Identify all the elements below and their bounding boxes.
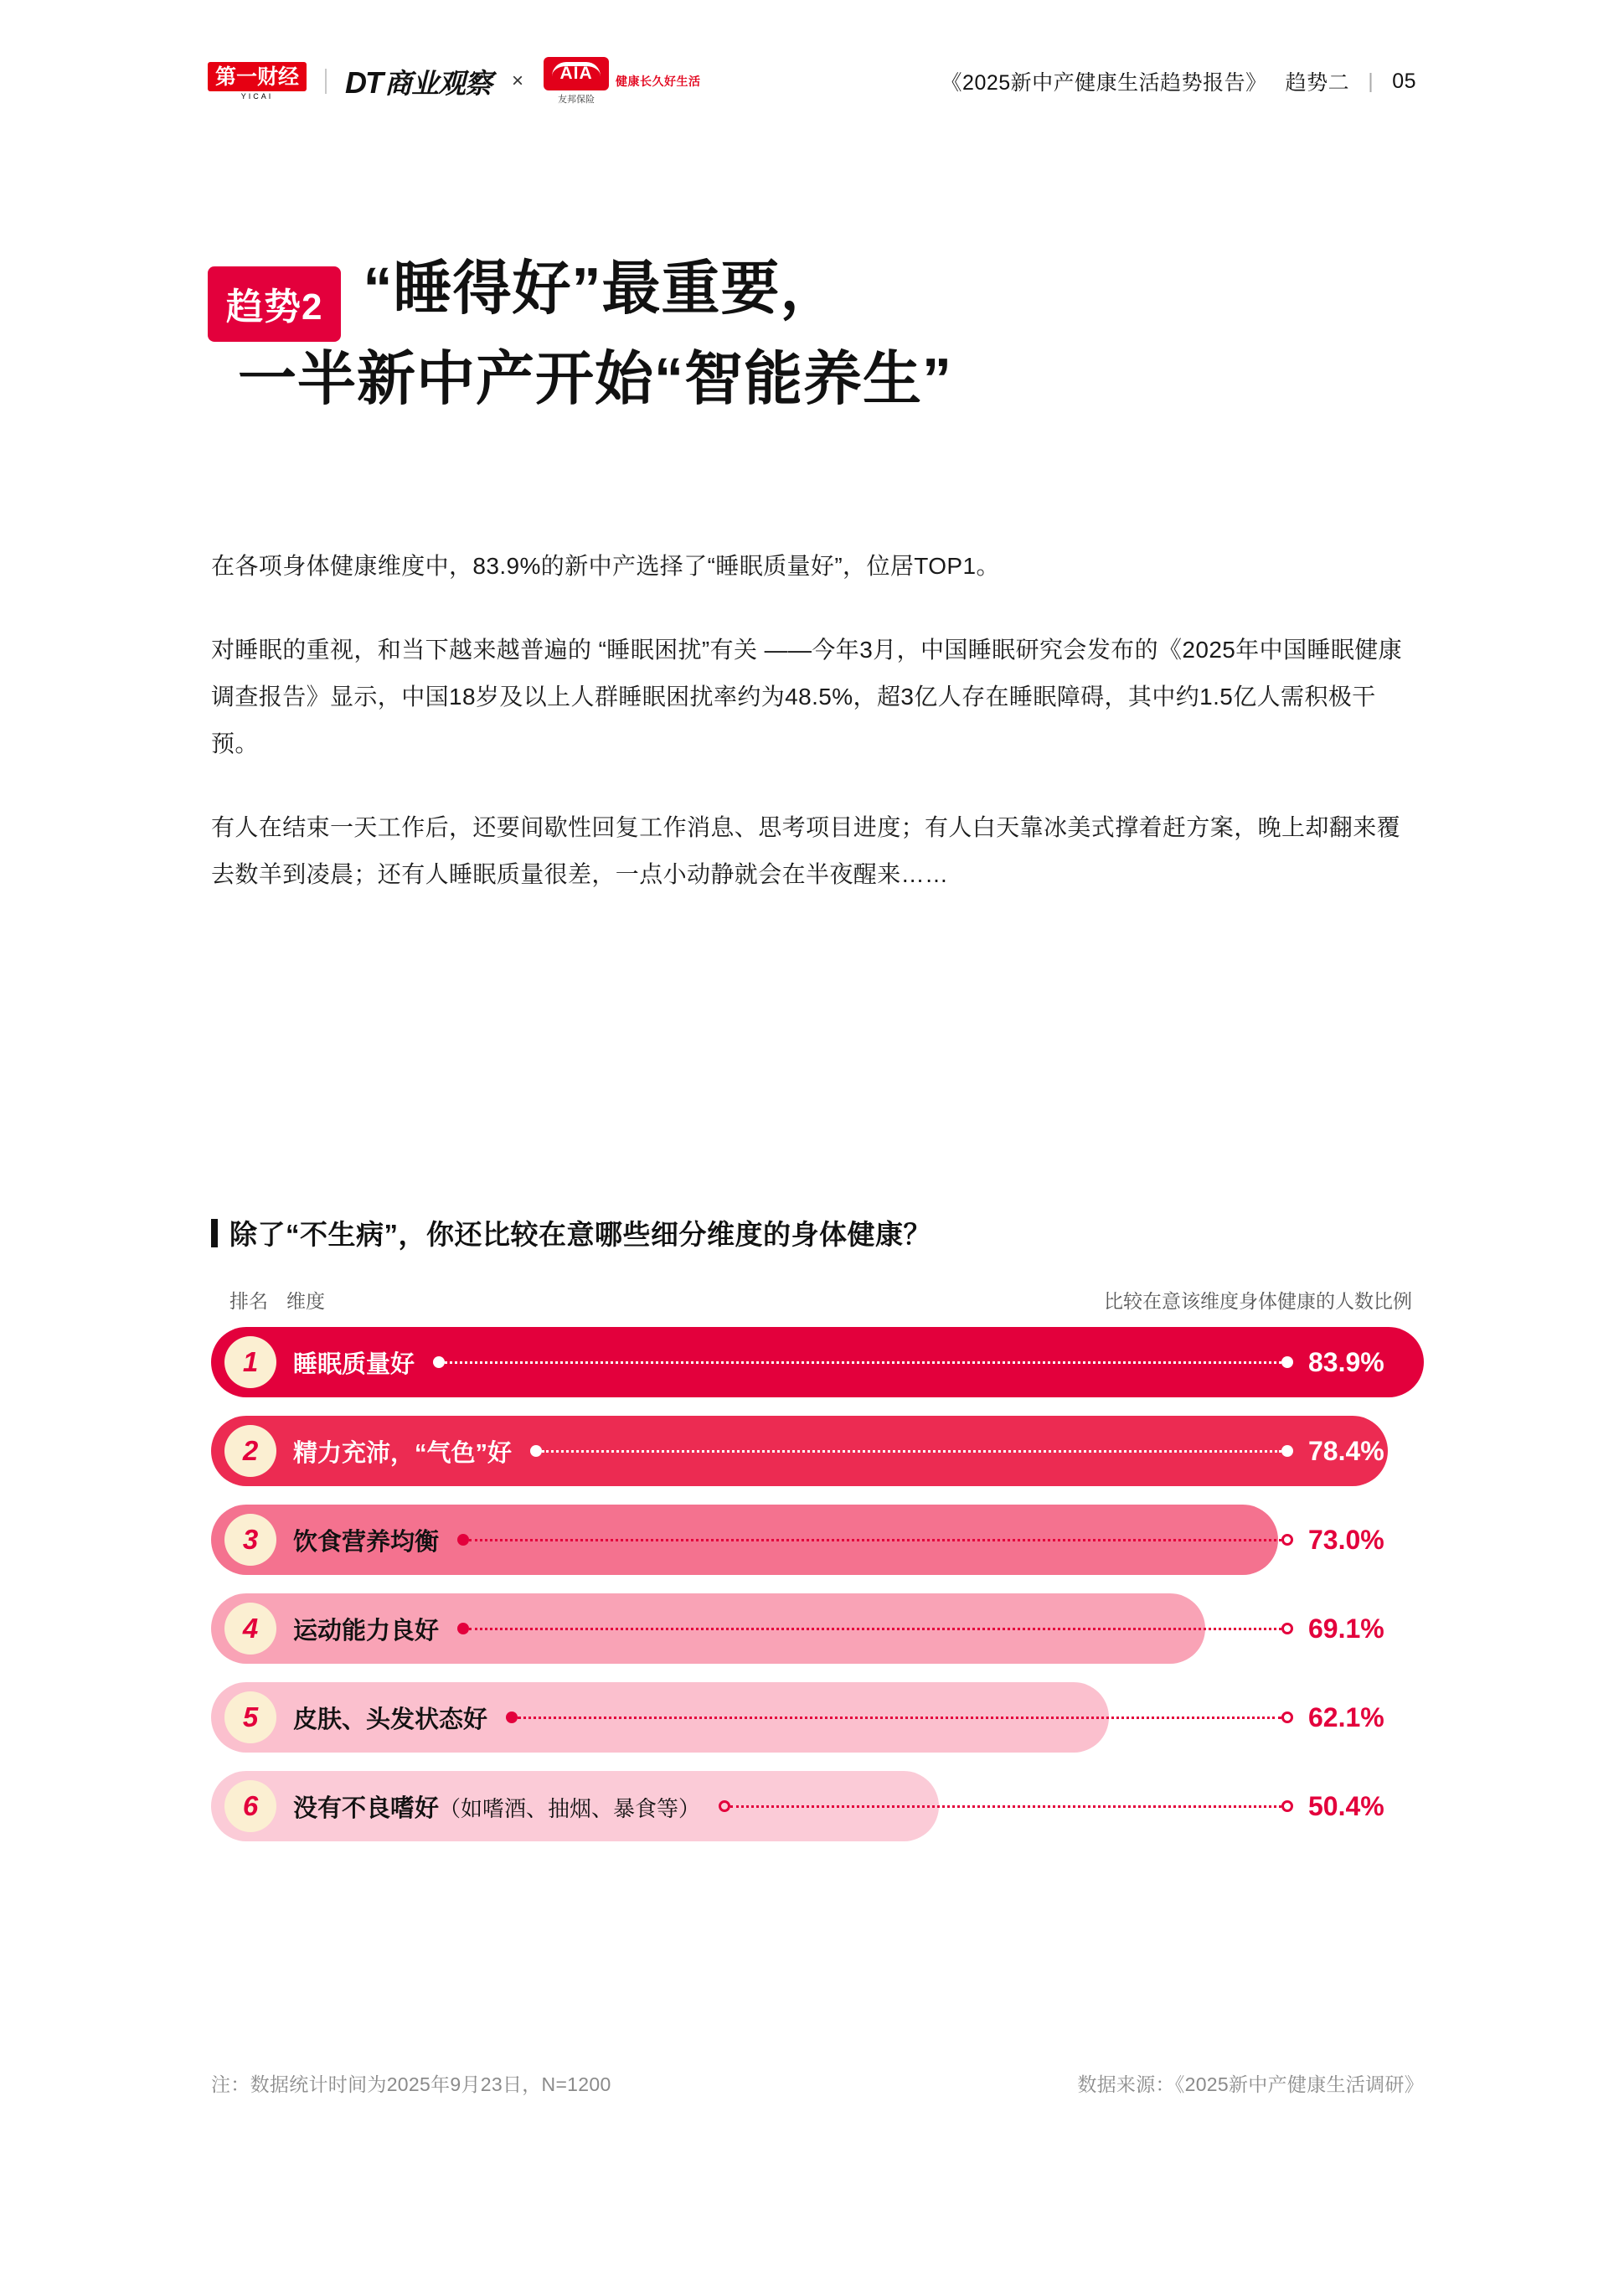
column-header-rank: 排名 [229,1290,268,1312]
yicai-logo-text: 第一财经 [215,65,300,90]
trend-label: 趋势二 [1285,71,1350,95]
trend-badge: 趋势2 [208,266,341,342]
leader-dashes [542,1450,1281,1453]
aia-tagline: 健康长久好生活 [616,74,701,88]
header-meta [941,66,1416,96]
leader-dot-end-icon [1281,1356,1293,1368]
cross-icon: × [512,70,524,92]
value-label: 78.4% [1308,1435,1384,1466]
leader-line [457,1628,1293,1629]
dimension-label-text: 饮食营养均衡 [293,1528,440,1556]
leader-dot-end-icon [1281,1623,1293,1634]
column-header-value: 比较在意该维度身体健康的人数比例 [1104,1290,1412,1312]
chart-title-text: 除了“不生病”，你还比较在意哪些细分维度的身体健康？ [229,1219,931,1250]
leader-dashes [518,1717,1281,1719]
dt-logo-mark: DT [345,65,383,100]
dimension-note: （如嗜酒、抽烟、暴食等） [439,1795,701,1821]
header-divider [325,69,327,94]
dt-logo [345,62,492,101]
report-title: 《2025新中产健康生活趋势报告》 [941,71,1267,95]
paragraph: 在各项身体健康维度中，83.9%的新中产选择了“睡眠质量好”，位居TOP1。 [211,553,1000,579]
chart-title [211,1213,1424,1252]
value-label: 69.1% [1308,1613,1384,1644]
leader-dashes [730,1805,1281,1808]
footnotes [211,2069,1424,2097]
table-row [211,1771,1424,1841]
leader-dot-end-icon [1281,1534,1293,1546]
dimension-label [293,1345,415,1380]
title-line-1: “睡得好”最重要， [363,256,840,321]
rank-badge: 3 [224,1514,276,1566]
table-row [211,1682,1424,1753]
chart-rows [211,1327,1424,1841]
leader-dot-start-icon [457,1534,469,1546]
value-label: 83.9% [1308,1346,1384,1377]
footnote-left: 注：数据统计时间为2025年9月23日，N=1200 [211,2073,611,2095]
title-bar-icon [211,1219,218,1247]
leader-dot-start-icon [433,1356,445,1368]
leader-line [433,1361,1293,1363]
dt-logo-text: 商业观察 [384,67,492,99]
dimension-label-text: 精力充沛，“气色”好 [293,1439,513,1467]
table-row [211,1416,1424,1486]
dimension-label [293,1523,439,1557]
table-row [211,1505,1424,1575]
leader-dot-end-icon [1281,1800,1293,1812]
header-separator: | [1368,69,1374,93]
chart-section [211,1213,1424,1841]
chart-column-headers [211,1286,1424,1314]
dimension-label [293,1701,487,1735]
dimension-label-text: 皮肤、头发状态好 [293,1706,488,1733]
body-text [211,543,1415,935]
value-label: 62.1% [1308,1701,1384,1732]
table-row [211,1327,1424,1397]
page-title [208,251,1456,417]
dimension-label-text: 没有不良嗜好 [293,1794,440,1822]
leader-dot-start-icon [506,1712,518,1723]
leader-line [719,1805,1293,1807]
page-header [0,52,1624,111]
dimension-label-text: 运动能力良好 [293,1617,440,1644]
aia-logo-mark: AIA [544,57,609,90]
aia-logo [544,57,701,106]
rank-badge: 4 [224,1603,276,1655]
column-header-dimension: 维度 [286,1290,325,1312]
rank-badge: 6 [224,1780,276,1832]
dimension-label [293,1612,439,1646]
yicai-logo-subtext: YICAI [240,91,274,101]
leader-line [457,1539,1293,1541]
leader-line [530,1450,1293,1452]
table-row [211,1593,1424,1664]
leader-dashes [469,1628,1281,1630]
dimension-label [293,1789,700,1824]
value-label: 73.0% [1308,1524,1384,1555]
paragraph: 对睡眠的重视，和当下越来越普遍的 “睡眠困扰”有关 ——今年3月，中国睡眠研究会发布的《2025年中国睡眠健康调查报告》显示，中国18岁及以上人群睡眠困扰率约为48.5%，超3亿人存在睡眠障碍，其中约1.5亿人需积极干预。 [211,637,1403,756]
rank-badge: 2 [224,1425,276,1477]
leader-dot-end-icon [1281,1445,1293,1457]
leader-dot-start-icon [530,1445,542,1457]
rank-badge: 1 [224,1336,276,1388]
footnote-right: 数据来源：《2025新中产健康生活调研》 [1077,2073,1424,2095]
leader-dashes [445,1361,1281,1364]
dimension-label-text: 睡眠质量好 [293,1350,415,1378]
leader-dot-start-icon [457,1623,469,1634]
title-line-2: 一半新中产开始“智能养生” [238,346,952,411]
value-label: 50.4% [1308,1790,1384,1821]
page-number: 05 [1392,69,1416,93]
paragraph: 有人在结束一天工作后，还要间歇性回复工作消息、思考项目进度；有人白天靠冰美式撑着赶方案，晚上却翻来覆去数羊到凌晨；还有人睡眠质量很差，一点小动静就会在半夜醒来…… [211,814,1401,887]
yicai-logo [208,62,307,101]
dimension-label [293,1434,512,1469]
leader-dot-start-icon [719,1800,730,1812]
rank-badge: 5 [224,1691,276,1743]
leader-dashes [469,1539,1281,1541]
aia-logo-subtext: 友邦保险 [558,95,595,105]
leader-line [506,1717,1293,1718]
leader-dot-end-icon [1281,1712,1293,1723]
